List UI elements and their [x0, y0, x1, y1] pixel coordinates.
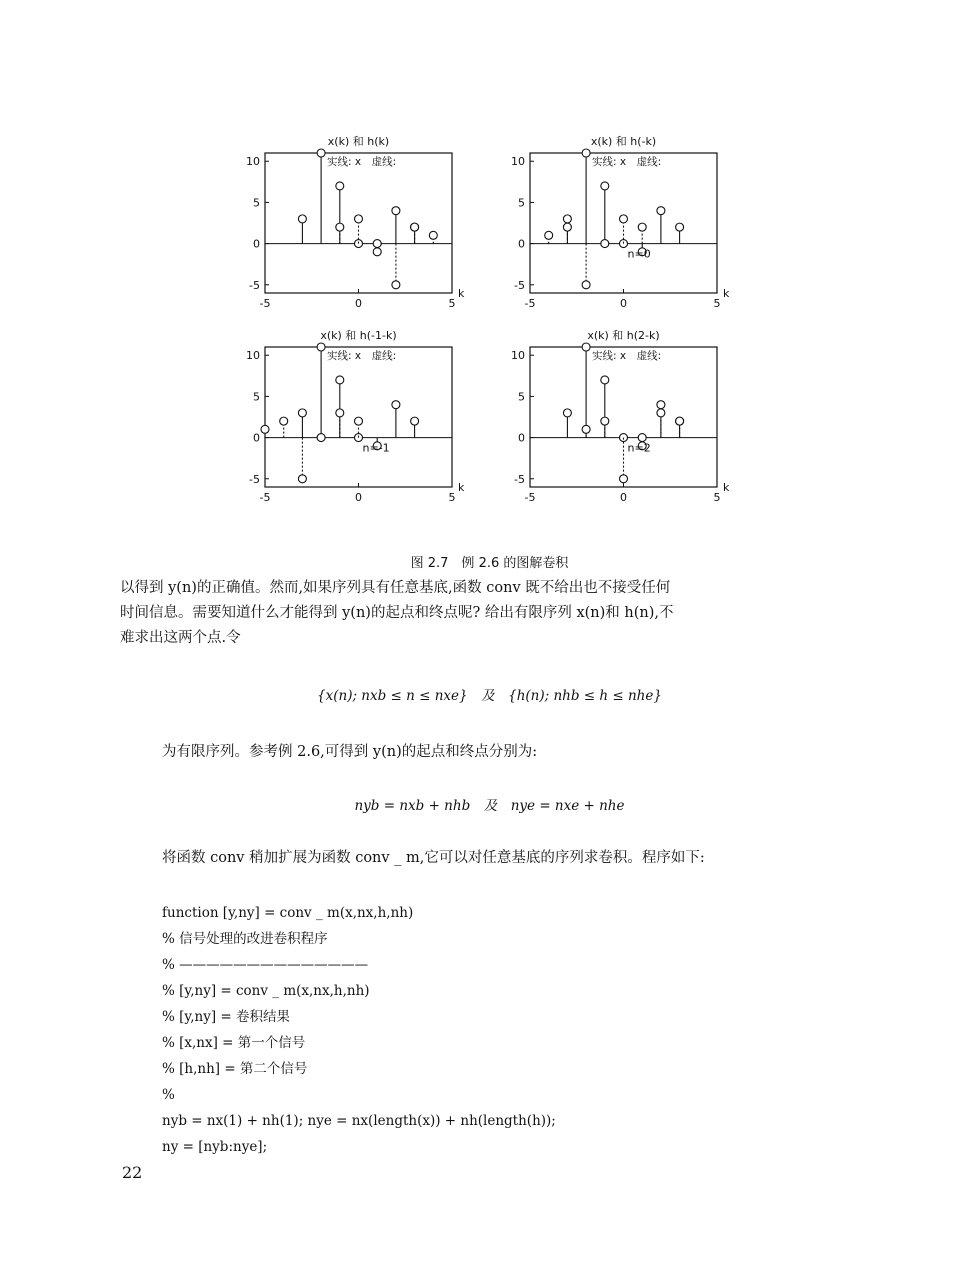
figure-svg: [240, 125, 740, 525]
code-line: % ——————————————: [162, 957, 369, 973]
dashed-stem-marker: [392, 281, 400, 289]
y-tick-label: -5: [514, 278, 525, 292]
subplot-title: x(k) 和 h(-1-k): [320, 329, 397, 342]
code-line: function [y,ny] = conv _ m(x,nx,h,nh): [162, 905, 414, 921]
solid-stem-marker: [657, 207, 665, 215]
dashed-stem-marker: [355, 215, 363, 223]
convolution-figure: [240, 125, 740, 525]
solid-stem-marker: [317, 343, 325, 351]
x-axis-label: k: [458, 481, 465, 494]
x-tick-label: 5: [448, 491, 456, 504]
dashed-stem-marker: [355, 417, 363, 425]
code-line: % 信号处理的改进卷积程序: [162, 931, 328, 947]
dashed-stem-marker: [317, 434, 325, 442]
y-tick-label: 10: [246, 155, 260, 169]
x-axis-label: k: [723, 481, 730, 494]
y-tick-label: 5: [253, 196, 260, 210]
solid-stem-marker: [582, 149, 590, 157]
solid-stem-marker: [298, 215, 306, 223]
x-tick-label: -5: [259, 491, 271, 504]
dashed-stem-marker: [545, 231, 553, 239]
dashed-stem-marker: [582, 281, 590, 289]
paragraph-1: [120, 576, 860, 651]
solid-stem-marker: [336, 376, 344, 384]
shift-annotation: n=-1: [362, 441, 390, 455]
code-line: %: [162, 1087, 175, 1103]
solid-stem-marker: [657, 401, 665, 409]
solid-stem-marker: [392, 401, 400, 409]
solid-stem-marker: [392, 207, 400, 215]
y-tick-label: 0: [253, 431, 260, 445]
dashed-stem-marker: [582, 425, 590, 433]
y-tick-label: 10: [511, 155, 525, 169]
y-tick-label: -5: [514, 472, 525, 486]
x-tick-label: 5: [713, 297, 721, 310]
x-tick-label: 5: [713, 491, 721, 504]
y-tick-label: 0: [253, 237, 260, 251]
dashed-stem-marker: [411, 223, 419, 231]
code-line: nyb = nx(1) + nh(1); nye = nx(length(x)) + nh(length(h));: [162, 1113, 556, 1129]
equation-start-end: nyb = nxb + nhb 及 nye = nxe + nhe: [354, 798, 625, 814]
legend-text: 实线: x 虚线:: [592, 350, 662, 362]
x-tick-label: -5: [524, 297, 536, 310]
code-line: % [h,nh] = 第二个信号: [162, 1061, 308, 1077]
para1-line: 以得到 y(n)的正确值。然而,如果序列具有任意基底,函数 conv 既不给出也不接受任何: [120, 580, 671, 596]
subplot-title: x(k) 和 h(k): [327, 135, 390, 148]
code-line: % [x,nx] = 第一个信号: [162, 1035, 306, 1051]
legend-text: 实线: x 虚线:: [327, 350, 397, 362]
dashed-stem-marker: [601, 240, 609, 248]
dashed-stem-marker: [261, 425, 269, 433]
para1-line: 时间信息。需要知道什么才能得到 y(n)的起点和终点呢? 给出有限序列 x(n)和 h(n),不: [120, 605, 674, 621]
solid-stem-marker: [601, 376, 609, 384]
y-tick-label: 5: [253, 390, 260, 404]
subplot-title: x(k) 和 h(2-k): [587, 329, 660, 342]
solid-stem-marker: [336, 182, 344, 190]
y-tick-label: 0: [518, 237, 525, 251]
y-tick-label: 0: [518, 431, 525, 445]
para1-line: 难求出这两个点.令: [120, 630, 241, 646]
dashed-stem-marker: [638, 223, 646, 231]
y-tick-label: 5: [518, 196, 525, 210]
solid-stem-marker: [676, 223, 684, 231]
dashed-stem-marker: [563, 223, 571, 231]
paragraph-3: 将函数 conv 稍加扩展为函数 conv _ m,它可以对任意基底的序列求卷积。程序如下:: [162, 850, 705, 866]
code-line: ny = [nyb:nye];: [162, 1139, 268, 1155]
y-tick-label: -5: [249, 278, 260, 292]
dashed-stem-marker: [336, 409, 344, 417]
dashed-stem-marker: [429, 231, 437, 239]
equation-finite-sequences: {x(n); nxb ≤ n ≤ nxe} 及 {h(n); nhb ≤ h ≤ nhe}: [317, 688, 662, 704]
x-axis-label: k: [458, 287, 465, 300]
x-tick-label: 0: [355, 297, 362, 310]
code-line: % [y,ny] = conv _ m(x,nx,h,nh): [162, 983, 370, 999]
code-line: % [y,ny] = 卷积结果: [162, 1009, 290, 1025]
solid-stem-marker: [411, 417, 419, 425]
x-tick-label: 0: [620, 297, 627, 310]
y-tick-label: 10: [246, 349, 260, 363]
x-axis-label: k: [723, 287, 730, 300]
dashed-stem-marker: [298, 475, 306, 483]
solid-stem-marker: [563, 409, 571, 417]
dashed-stem-marker: [620, 215, 628, 223]
y-tick-label: -5: [249, 472, 260, 486]
solid-stem-marker: [582, 343, 590, 351]
x-tick-label: 5: [448, 297, 456, 310]
solid-stem-marker: [298, 409, 306, 417]
dashed-stem-marker: [336, 223, 344, 231]
dashed-stem-marker: [676, 417, 684, 425]
shift-annotation: n=2: [627, 441, 651, 455]
dashed-stem-marker: [620, 475, 628, 483]
solid-stem-marker: [563, 215, 571, 223]
legend-text: 实线: x 虚线:: [327, 156, 397, 168]
code-listing: [162, 900, 556, 1160]
shift-annotation: n=0: [627, 247, 651, 261]
paragraph-2: 为有限序列。参考例 2.6,可得到 y(n)的起点和终点分别为:: [162, 744, 538, 760]
y-tick-label: 5: [518, 390, 525, 404]
solid-stem-marker: [373, 248, 381, 256]
figure-caption: 图 2.7 例 2.6 的图解卷积: [410, 556, 569, 571]
page-number: 22: [122, 1163, 143, 1182]
dashed-stem-marker: [373, 240, 381, 248]
solid-stem-marker: [601, 182, 609, 190]
dashed-stem-marker: [657, 409, 665, 417]
y-tick-label: 10: [511, 349, 525, 363]
x-tick-label: -5: [524, 491, 536, 504]
x-tick-label: 0: [355, 491, 362, 504]
dashed-stem-marker: [638, 434, 646, 442]
x-tick-label: 0: [620, 491, 627, 504]
dashed-stem-marker: [280, 417, 288, 425]
dashed-stem-marker: [601, 417, 609, 425]
x-tick-label: -5: [259, 297, 271, 310]
subplot-title: x(k) 和 h(-k): [590, 135, 657, 148]
solid-stem-marker: [317, 149, 325, 157]
legend-text: 实线: x 虚线:: [592, 156, 662, 168]
